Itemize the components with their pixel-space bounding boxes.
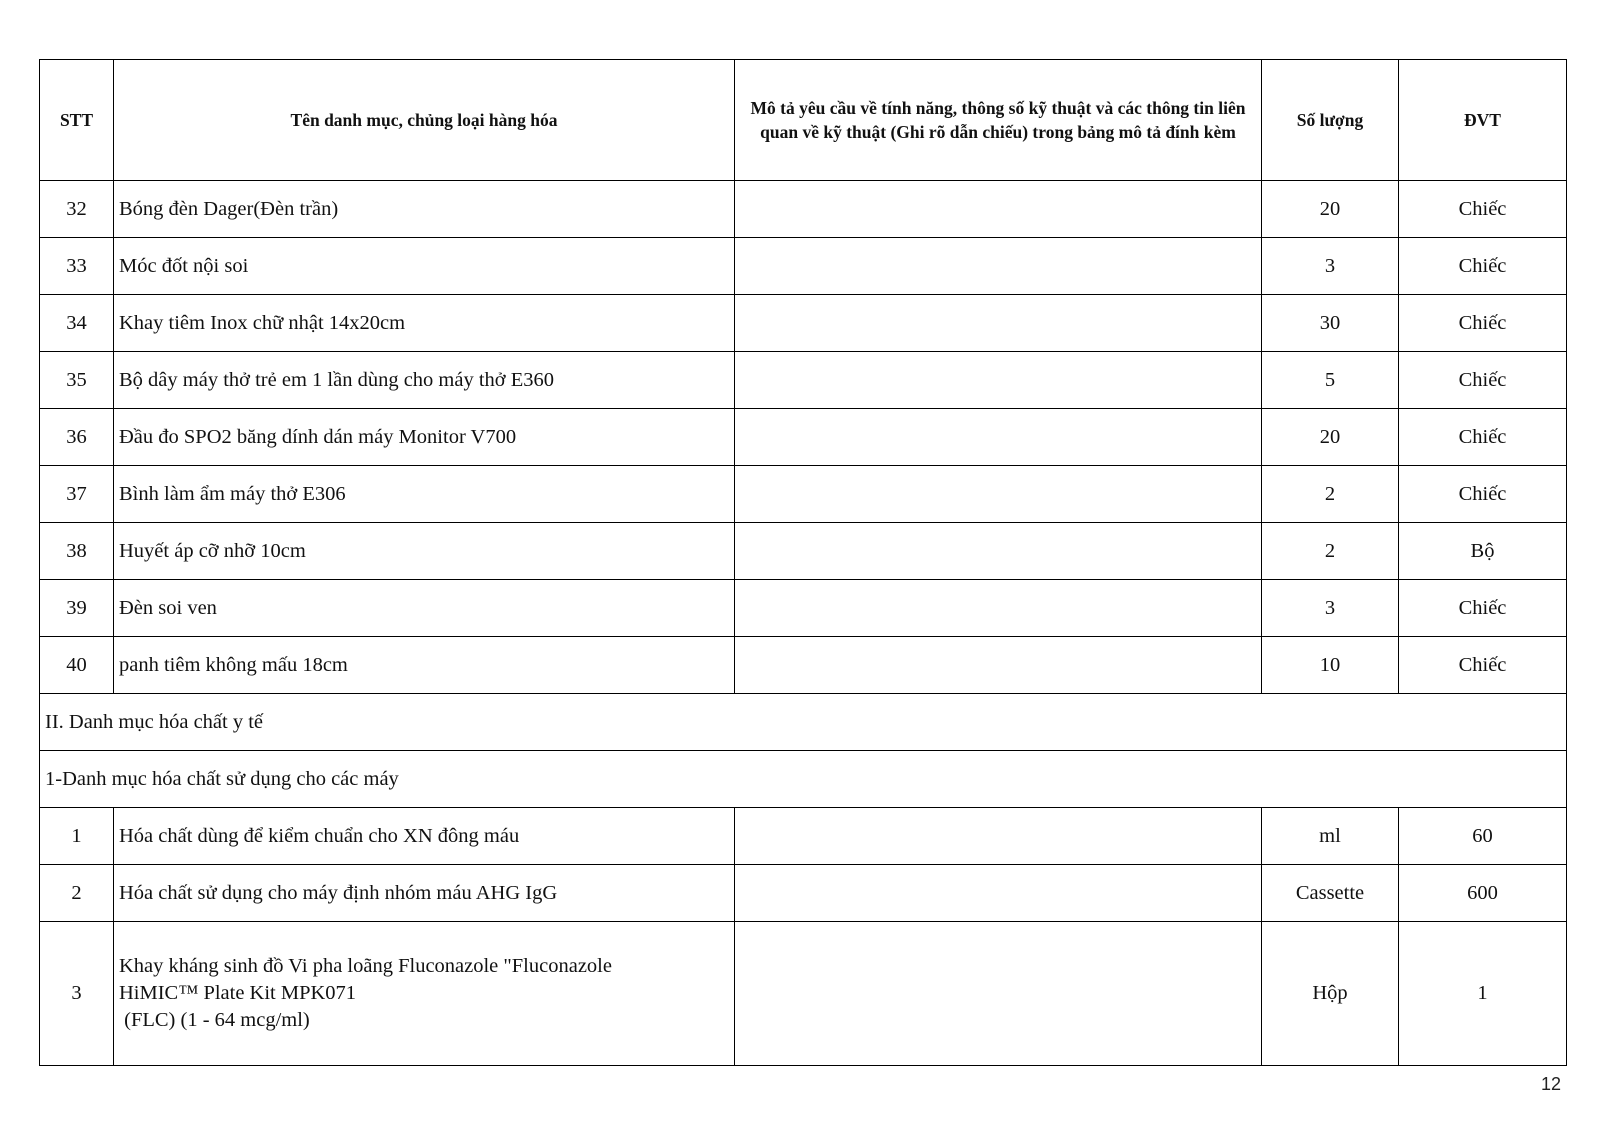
cell-description [735,238,1262,295]
cell-stt: 37 [40,466,114,523]
table-row [40,922,1567,1066]
cell-quantity: 2 [1262,523,1399,580]
table-row [40,580,1567,637]
cell-unit: Chiếc [1399,181,1567,238]
cell-name-line: HiMIC™ Plate Kit MPK071 [119,982,357,1004]
cell-stt: 33 [40,238,114,295]
cell-name-line: (FLC) (1 - 64 mcg/ml) [119,1009,310,1031]
cell-name: Hóa chất sử dụng cho máy định nhóm máu AHG IgG [114,865,735,922]
section-heading-chemicals: II. Danh mục hóa chất y tế [40,694,1567,751]
cell-unit: 1 [1399,922,1567,1066]
cell-stt: 3 [40,922,114,1066]
header-name: Tên danh mục, chủng loại hàng hóa [114,60,735,181]
goods-table [39,59,1567,1066]
cell-description [735,637,1262,694]
cell-description [735,865,1262,922]
cell-description [735,808,1262,865]
cell-description [735,922,1262,1066]
cell-quantity: 30 [1262,295,1399,352]
cell-stt: 39 [40,580,114,637]
cell-description [735,409,1262,466]
cell-description [735,523,1262,580]
header-quantity: Số lượng [1262,60,1399,181]
header-unit: ĐVT [1399,60,1567,181]
cell-description [735,181,1262,238]
cell-unit: 60 [1399,808,1567,865]
section-row [40,694,1567,751]
cell-unit: Chiếc [1399,295,1567,352]
cell-name: Huyết áp cỡ nhỡ 10cm [114,523,735,580]
cell-stt: 40 [40,637,114,694]
cell-quantity: 20 [1262,181,1399,238]
header-stt: STT [40,60,114,181]
cell-quantity: 3 [1262,580,1399,637]
section-row [40,751,1567,808]
table-row [40,865,1567,922]
cell-unit: Chiếc [1399,409,1567,466]
table-row [40,409,1567,466]
cell-name: Khay tiêm Inox chữ nhật 14x20cm [114,295,735,352]
header-description: Mô tả yêu cầu về tính năng, thông số kỹ thuật và các thông tin liên quan về kỹ thuật (Ghi rõ dẫn chiếu) trong bảng mô tả đính kèm [735,60,1262,181]
cell-name: Đèn soi ven [114,580,735,637]
cell-name: Bóng đèn Dager(Đèn trần) [114,181,735,238]
table-row [40,295,1567,352]
table-row [40,523,1567,580]
cell-description [735,580,1262,637]
cell-quantity: ml [1262,808,1399,865]
cell-quantity: 5 [1262,352,1399,409]
table-row [40,181,1567,238]
cell-description [735,466,1262,523]
cell-quantity: 3 [1262,238,1399,295]
cell-quantity: 10 [1262,637,1399,694]
table-row [40,637,1567,694]
cell-unit: Chiếc [1399,637,1567,694]
cell-stt: 35 [40,352,114,409]
cell-name [114,922,735,1066]
cell-stt: 36 [40,409,114,466]
cell-unit: Chiếc [1399,466,1567,523]
cell-name: Bộ dây máy thở trẻ em 1 lần dùng cho máy thở E360 [114,352,735,409]
table-row [40,466,1567,523]
cell-quantity: Hộp [1262,922,1399,1066]
cell-name: Đầu đo SPO2 băng dính dán máy Monitor V700 [114,409,735,466]
cell-name-line: Khay kháng sinh đồ Vi pha loãng Fluconazole "Fluconazole [119,955,612,977]
cell-unit: Chiếc [1399,580,1567,637]
cell-stt: 38 [40,523,114,580]
page-number: 12 [1540,1074,1561,1094]
cell-stt: 1 [40,808,114,865]
cell-quantity: Cassette [1262,865,1399,922]
table-row [40,352,1567,409]
section-heading-machine-chemicals: 1-Danh mục hóa chất sử dụng cho các máy [40,751,1567,808]
cell-unit: 600 [1399,865,1567,922]
cell-stt: 32 [40,181,114,238]
cell-name: Hóa chất dùng để kiểm chuẩn cho XN đông máu [114,808,735,865]
cell-name: Bình làm ẩm máy thở E306 [114,466,735,523]
cell-description [735,295,1262,352]
cell-quantity: 20 [1262,409,1399,466]
table-row [40,238,1567,295]
cell-stt: 2 [40,865,114,922]
cell-stt: 34 [40,295,114,352]
cell-description [735,352,1262,409]
cell-unit: Bộ [1399,523,1567,580]
cell-quantity: 2 [1262,466,1399,523]
table-header-row [40,60,1567,181]
table-row [40,808,1567,865]
cell-unit: Chiếc [1399,238,1567,295]
cell-name: panh tiêm không mấu 18cm [114,637,735,694]
cell-unit: Chiếc [1399,352,1567,409]
cell-name: Móc đốt nội soi [114,238,735,295]
